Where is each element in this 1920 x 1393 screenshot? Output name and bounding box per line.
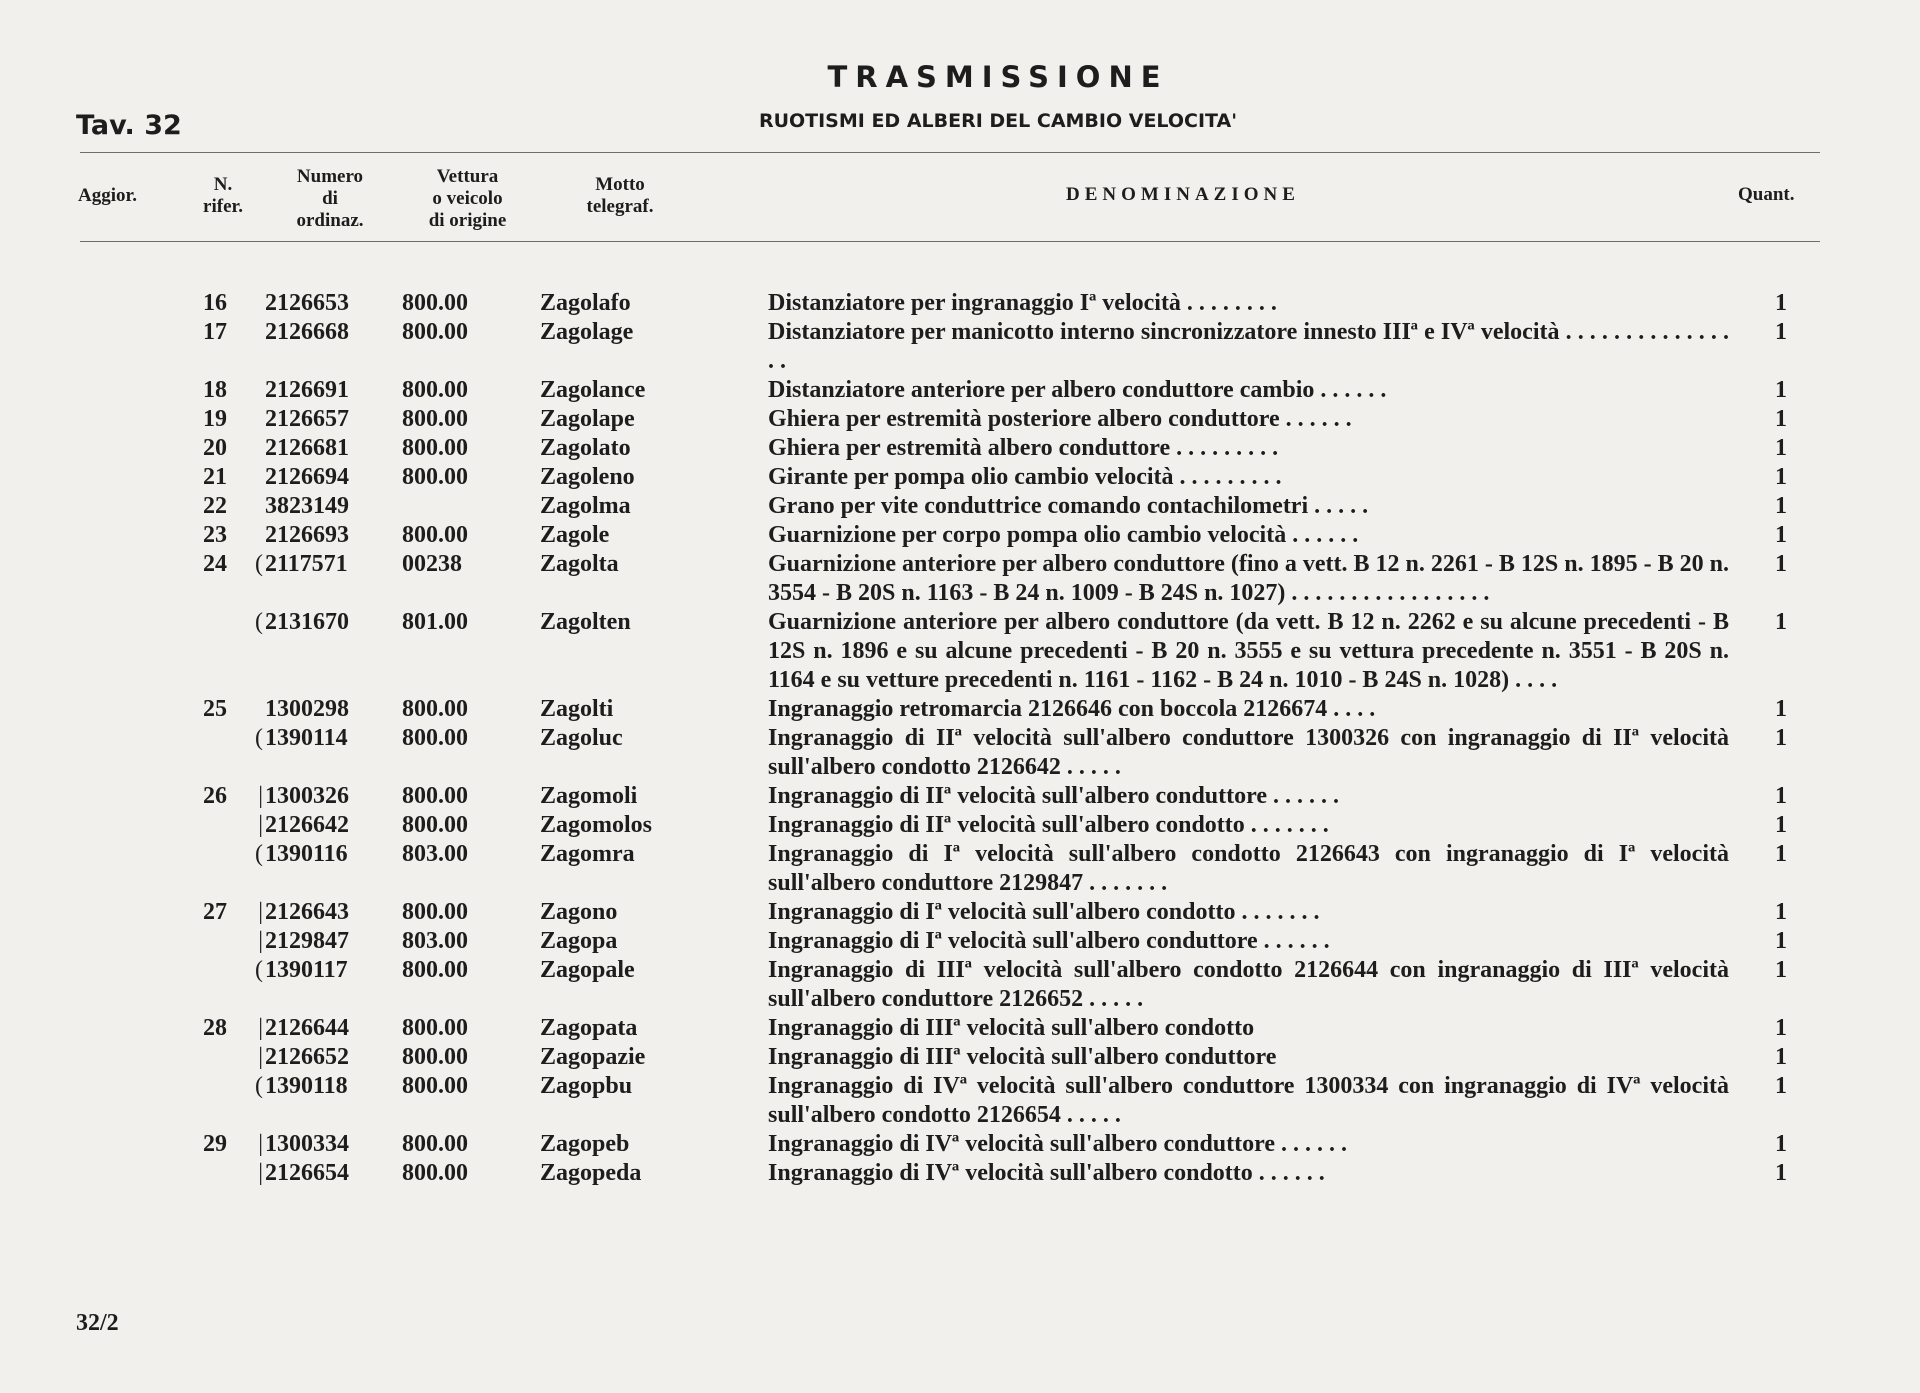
numero-cell: 2126691 (265, 377, 349, 403)
table-row (0, 492, 1920, 521)
numero-cell: 1300298 (265, 696, 349, 722)
aggior-cell (0, 724, 195, 782)
quant-cell: 1 (1775, 1015, 1787, 1041)
vettura-cell: 800.00 (402, 725, 468, 751)
column-header-numero: Numero di ordinaz. (296, 166, 364, 231)
motto-cell: Zagopale (540, 957, 635, 983)
denominazione-cell: Ingranaggio di IIIª velocità sull'albero condotto (768, 1015, 1255, 1041)
table-row (0, 1130, 1920, 1159)
motto-cell: Zagolma (540, 493, 631, 519)
aggior-cell (0, 898, 195, 927)
group-brace: | (258, 1015, 263, 1041)
aggior-cell (0, 1130, 195, 1159)
numero-cell: 1390117 (265, 957, 348, 983)
table-row (0, 1159, 1920, 1188)
n-rifer-cell: 24 (203, 551, 227, 577)
n-rifer-cell (195, 927, 235, 956)
aggior-cell (0, 811, 195, 840)
header-rule-bottom (80, 241, 1820, 242)
quant-cell: 1 (1775, 1131, 1787, 1157)
group-brace: ( (255, 1073, 263, 1099)
table-row (0, 956, 1920, 1014)
aggior-cell (0, 782, 195, 811)
denominazione-cell: Girante per pompa olio cambio velocità . . . . . . . . . (768, 464, 1282, 490)
denominazione-cell: Ingranaggio di IVª velocità sull'albero conduttore 1300334 con ingranaggio di IVª velocità sull'albero condotto 2126654 . . . . . (768, 1073, 1729, 1128)
numero-cell: 2129847 (265, 928, 349, 954)
n-rifer-cell (195, 840, 235, 898)
n-rifer-cell: 25 (203, 696, 227, 722)
vettura-cell: 800.00 (402, 696, 468, 722)
quant-cell: 1 (1775, 1160, 1787, 1186)
quant-cell: 1 (1775, 783, 1787, 809)
n-rifer-cell: 20 (203, 435, 227, 461)
aggior-cell (0, 840, 195, 898)
vettura-cell: 801.00 (402, 609, 468, 635)
vettura-cell: 803.00 (402, 841, 468, 867)
motto-cell: Zagopata (540, 1015, 638, 1041)
group-brace: ( (255, 957, 263, 983)
column-header-denominazione: DENOMINAZIONE (1066, 184, 1300, 205)
motto-cell: Zagopeda (540, 1160, 642, 1186)
denominazione-cell: Ghiera per estremità posteriore albero conduttore . . . . . . (768, 406, 1352, 432)
quant-cell: 1 (1775, 841, 1787, 867)
table-row (0, 434, 1920, 463)
motto-cell: Zagoleno (540, 464, 635, 490)
table-row (0, 1043, 1920, 1072)
denominazione-cell: Ingranaggio di IIª velocità sull'albero conduttore 1300326 con ingranaggio di IIª velocità sull'albero condotto 2126642 . . . . . (768, 725, 1729, 780)
aggior-cell (0, 956, 195, 1014)
motto-cell: Zagono (540, 899, 618, 925)
vettura-cell: 800.00 (402, 319, 468, 345)
group-brace (235, 318, 265, 376)
denominazione-cell: Ingranaggio di IVª velocità sull'albero condotto . . . . . . (768, 1160, 1325, 1186)
motto-cell: Zagolato (540, 435, 631, 461)
group-brace: | (258, 928, 263, 954)
denominazione-cell: Guarnizione per corpo pompa olio cambio velocità . . . . . . (768, 522, 1359, 548)
motto-cell: Zagole (540, 522, 610, 548)
aggior-cell (0, 1159, 195, 1188)
group-brace: ( (255, 725, 263, 751)
numero-cell: 2126668 (265, 319, 349, 345)
table-row (0, 898, 1920, 927)
n-rifer-cell: 21 (203, 464, 227, 490)
numero-cell: 2126643 (265, 899, 349, 925)
n-rifer-cell: 28 (203, 1015, 227, 1041)
denominazione-cell: Ingranaggio di IIIª velocità sull'albero conduttore (768, 1044, 1277, 1070)
motto-cell: Zagolape (540, 406, 635, 432)
denominazione-cell: Guarnizione anteriore per albero conduttore (fino a vett. B 12 n. 2261 - B 12S n. 1895 - B 20 n. 3554 - B 20S n. 1163 - B 24 n. 1009 - B 24S n. 1027) . . . . . . . . . . . . . . . . . (768, 551, 1729, 606)
page-number: 32/2 (76, 1310, 119, 1336)
vettura-cell: 800.00 (402, 1160, 468, 1186)
vettura-cell: 800.00 (402, 522, 468, 548)
aggior-cell (0, 318, 195, 376)
table-row (0, 289, 1920, 318)
aggior-cell (0, 289, 195, 318)
n-rifer-cell: 26 (203, 783, 227, 809)
n-rifer-cell: 27 (203, 899, 227, 925)
denominazione-cell: Ingranaggio di IIª velocità sull'albero condotto . . . . . . . (768, 812, 1329, 838)
table-row (0, 376, 1920, 405)
column-header-motto: Motto telegraf. (586, 174, 654, 217)
quant-cell: 1 (1775, 725, 1787, 751)
motto-cell: Zagopbu (540, 1073, 633, 1099)
table-row (0, 1014, 1920, 1043)
group-brace: | (258, 899, 263, 925)
vettura-cell: 800.00 (402, 435, 468, 461)
numero-cell: 2126654 (265, 1160, 349, 1186)
denominazione-cell: Distanziatore anteriore per albero conduttore cambio . . . . . . (768, 377, 1387, 403)
denominazione-cell: Ingranaggio di IVª velocità sull'albero conduttore . . . . . . (768, 1131, 1347, 1157)
vettura-cell: 803.00 (402, 928, 468, 954)
n-rifer-cell: 29 (203, 1131, 227, 1157)
table-row (0, 695, 1920, 724)
column-header-n-rifer: N. rifer. (203, 174, 243, 217)
group-brace: | (258, 812, 263, 838)
vettura-cell: 800.00 (402, 290, 468, 316)
aggior-cell (0, 1072, 195, 1130)
n-rifer-cell: 17 (203, 319, 227, 345)
numero-cell: 1300326 (265, 783, 349, 809)
quant-cell: 1 (1775, 406, 1787, 432)
group-brace: ( (255, 841, 263, 867)
aggior-cell (0, 1014, 195, 1043)
numero-cell: 2131670 (265, 609, 349, 635)
denominazione-cell: Ingranaggio di Iª velocità sull'albero condotto . . . . . . . (768, 899, 1320, 925)
numero-cell: 2117571 (265, 551, 348, 577)
n-rifer-cell: 19 (203, 406, 227, 432)
aggior-cell (0, 492, 195, 521)
numero-cell: 3823149 (265, 493, 349, 519)
motto-cell: Zagolage (540, 319, 634, 345)
column-header-vettura: Vettura o veicolo di origine (428, 166, 507, 231)
group-brace (235, 376, 265, 405)
aggior-cell (0, 1043, 195, 1072)
numero-cell: 2126652 (265, 1044, 349, 1070)
group-brace: | (258, 1131, 263, 1157)
table-row (0, 840, 1920, 898)
denominazione-cell: Ingranaggio retromarcia 2126646 con boccola 2126674 . . . . (768, 696, 1376, 722)
denominazione-cell: Distanziatore per manicotto interno sincronizzatore innesto IIIª e IVª velocità . . . . . . . . . . . . . . . . (768, 319, 1729, 374)
group-brace (235, 492, 265, 521)
group-brace: | (258, 1160, 263, 1186)
motto-cell: Zagopa (540, 928, 618, 954)
group-brace (235, 695, 265, 724)
n-rifer-cell (195, 1043, 235, 1072)
numero-cell: 1390118 (265, 1073, 348, 1099)
quant-cell: 1 (1775, 551, 1787, 577)
numero-cell: 2126693 (265, 522, 349, 548)
table-row (0, 318, 1920, 376)
aggior-cell (0, 405, 195, 434)
quant-cell: 1 (1775, 812, 1787, 838)
aggior-cell (0, 376, 195, 405)
table-row (0, 1072, 1920, 1130)
denominazione-cell: Grano per vite conduttrice comando contachilometri . . . . . (768, 493, 1369, 519)
group-brace: | (258, 783, 263, 809)
motto-cell: Zagolti (540, 696, 614, 722)
motto-cell: Zagolta (540, 551, 619, 577)
quant-cell: 1 (1775, 609, 1787, 635)
quant-cell: 1 (1775, 464, 1787, 490)
quant-cell: 1 (1775, 435, 1787, 461)
table-row (0, 405, 1920, 434)
denominazione-cell: Ingranaggio di IIª velocità sull'albero conduttore . . . . . . (768, 783, 1340, 809)
table-row (0, 927, 1920, 956)
quant-cell: 1 (1775, 696, 1787, 722)
n-rifer-cell (195, 608, 235, 695)
group-brace (235, 463, 265, 492)
vettura-cell: 800.00 (402, 1131, 468, 1157)
motto-cell: Zagopeb (540, 1131, 630, 1157)
page-title: TRASMISSIONE (827, 60, 1169, 94)
vettura-cell: 800.00 (402, 464, 468, 490)
denominazione-cell: Distanziatore per ingranaggio Iª velocità . . . . . . . . (768, 290, 1277, 316)
group-brace (235, 289, 265, 318)
group-brace: | (258, 1044, 263, 1070)
header-rule-top (80, 152, 1820, 153)
aggior-cell (0, 927, 195, 956)
numero-cell: 2126653 (265, 290, 349, 316)
table-row (0, 550, 1920, 608)
table-number: Tav. 32 (76, 110, 182, 141)
table-row (0, 724, 1920, 782)
vettura-cell: 800.00 (402, 1044, 468, 1070)
parts-table (0, 289, 1920, 1188)
quant-cell: 1 (1775, 493, 1787, 519)
vettura-cell: 800.00 (402, 812, 468, 838)
quant-cell: 1 (1775, 1044, 1787, 1070)
quant-cell: 1 (1775, 377, 1787, 403)
motto-cell: Zagomolos (540, 812, 653, 838)
denominazione-cell: Ingranaggio di Iª velocità sull'albero condotto 2126643 con ingranaggio di Iª velocità sull'albero conduttore 2129847 . . . . . . . (768, 841, 1729, 896)
numero-cell: 1390114 (265, 725, 348, 751)
aggior-cell (0, 463, 195, 492)
numero-cell: 2126642 (265, 812, 349, 838)
n-rifer-cell (195, 724, 235, 782)
denominazione-cell: Ingranaggio di IIIª velocità sull'albero condotto 2126644 con ingranaggio di IIIª velocità sull'albero conduttore 2126652 . . . . . (768, 957, 1729, 1012)
column-header-quant: Quant. (1738, 184, 1795, 205)
quant-cell: 1 (1775, 928, 1787, 954)
n-rifer-cell (195, 956, 235, 1014)
n-rifer-cell: 22 (203, 493, 227, 519)
n-rifer-cell (195, 811, 235, 840)
table-row (0, 811, 1920, 840)
table-row (0, 463, 1920, 492)
n-rifer-cell (195, 1072, 235, 1130)
vettura-cell: 800.00 (402, 1073, 468, 1099)
vettura-cell: 800.00 (402, 783, 468, 809)
n-rifer-cell: 23 (203, 522, 227, 548)
table-row (0, 521, 1920, 550)
aggior-cell (0, 434, 195, 463)
quant-cell: 1 (1775, 957, 1787, 983)
vettura-cell: 00238 (402, 551, 462, 577)
denominazione-cell: Ingranaggio di Iª velocità sull'albero conduttore . . . . . . (768, 928, 1330, 954)
denominazione-cell: Guarnizione anteriore per albero conduttore (da vett. B 12 n. 2262 e su alcune precedenti - B 12S n. 1896 e su alcune precedenti - B 20 n. 3555 e su vettura precedente n. 3551 - B 20S n. 1164 e su vetture precedenti n. 1161 - 1162 - B 24 n. 1010 - B 24S n. 1028) . . . . (768, 609, 1729, 693)
page-subtitle: RUOTISMI ED ALBERI DEL CAMBIO VELOCITA' (758, 110, 1238, 132)
group-brace (235, 434, 265, 463)
numero-cell: 2126644 (265, 1015, 349, 1041)
group-brace: ( (255, 609, 263, 635)
vettura-cell: 800.00 (402, 899, 468, 925)
vettura-cell (402, 492, 540, 521)
n-rifer-cell: 18 (203, 377, 227, 403)
quant-cell: 1 (1775, 899, 1787, 925)
vettura-cell: 800.00 (402, 377, 468, 403)
column-header-aggior: Aggior. (78, 185, 137, 206)
numero-cell: 1300334 (265, 1131, 349, 1157)
vettura-cell: 800.00 (402, 1015, 468, 1041)
motto-cell: Zagolten (540, 609, 631, 635)
aggior-cell (0, 550, 195, 608)
aggior-cell (0, 695, 195, 724)
motto-cell: Zagolance (540, 377, 646, 403)
numero-cell: 2126681 (265, 435, 349, 461)
n-rifer-cell: 16 (203, 290, 227, 316)
numero-cell: 2126657 (265, 406, 349, 432)
vettura-cell: 800.00 (402, 957, 468, 983)
numero-cell: 1390116 (265, 841, 348, 867)
group-brace: ( (255, 551, 263, 577)
group-brace (235, 521, 265, 550)
numero-cell: 2126694 (265, 464, 349, 490)
motto-cell: Zagomoli (540, 783, 638, 809)
motto-cell: Zagolafo (540, 290, 631, 316)
quant-cell: 1 (1775, 319, 1787, 345)
motto-cell: Zagopazie (540, 1044, 646, 1070)
quant-cell: 1 (1775, 290, 1787, 316)
table-row (0, 782, 1920, 811)
denominazione-cell: Ghiera per estremità albero conduttore . . . . . . . . . (768, 435, 1279, 461)
table-row (0, 608, 1920, 695)
quant-cell: 1 (1775, 522, 1787, 548)
aggior-cell (0, 521, 195, 550)
motto-cell: Zagomra (540, 841, 635, 867)
aggior-cell (0, 608, 195, 695)
group-brace (235, 405, 265, 434)
quant-cell: 1 (1775, 1073, 1787, 1099)
vettura-cell: 800.00 (402, 406, 468, 432)
n-rifer-cell (195, 1159, 235, 1188)
motto-cell: Zagoluc (540, 725, 623, 751)
